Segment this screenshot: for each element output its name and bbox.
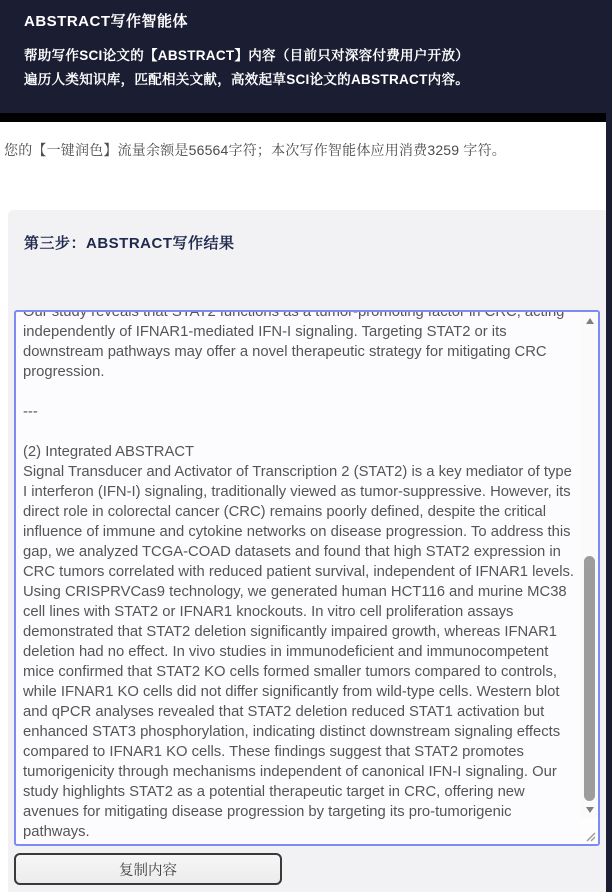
abstract-result-textarea[interactable]: [16, 312, 581, 844]
scroll-up-button[interactable]: [581, 312, 598, 329]
textarea-scrollbar[interactable]: [581, 312, 598, 844]
result-panel-heading: 第三步：ABSTRACT写作结果: [24, 235, 235, 252]
scroll-down-button[interactable]: [581, 801, 598, 818]
scrollbar-track[interactable]: [581, 329, 598, 801]
app-header: [0, 0, 612, 113]
resize-handle[interactable]: [581, 818, 598, 844]
quota-notice: 您的【一键润色】流量余额是56564字符；本次写作智能体应用消费3259 字符。: [4, 142, 506, 158]
header-description-line1: 帮助写作SCI论文的【ABSTRACT】内容（目前只对深容付费用户开放）: [24, 48, 470, 63]
resize-handle-icon: [584, 830, 596, 842]
header-description-line2: 遍历人类知识库，匹配相关文献，高效起草SCI论文的ABSTRACT内容。: [24, 72, 470, 87]
header-divider-bar: [0, 113, 612, 122]
abstract-result-container: [14, 310, 600, 846]
scrollbar-thumb[interactable]: [584, 556, 595, 801]
result-panel: [8, 210, 606, 892]
page-title: ABSTRACT写作智能体: [24, 13, 188, 30]
scroll-up-icon: [586, 318, 594, 324]
scroll-down-icon: [586, 807, 594, 813]
page-right-dark-strip: [606, 0, 612, 892]
copy-content-button[interactable]: 复制内容: [14, 853, 282, 885]
